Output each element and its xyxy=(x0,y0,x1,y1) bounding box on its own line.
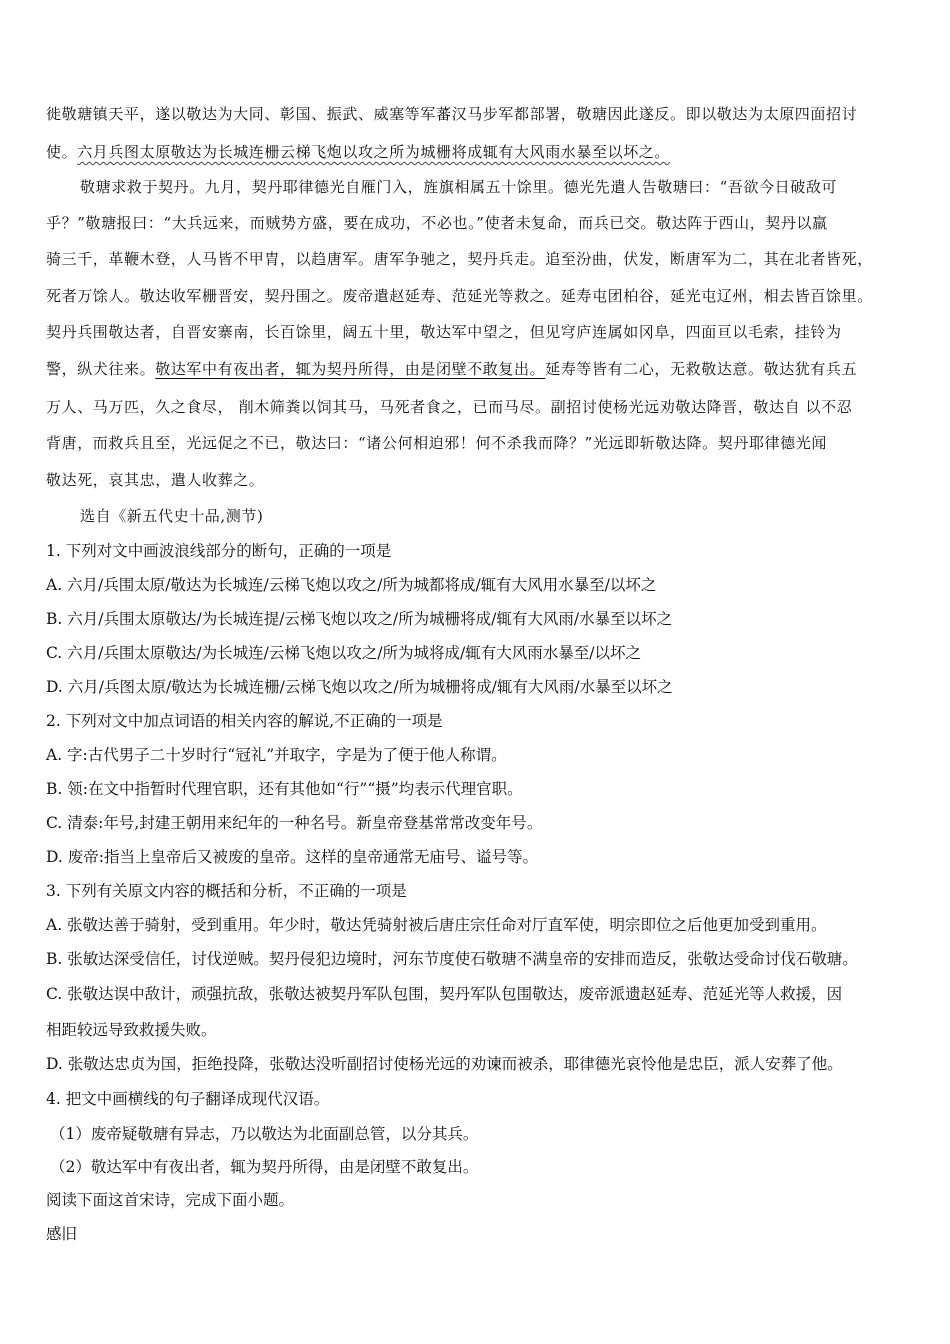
option-3c-continued: 相距较远导致救援失败。 xyxy=(46,1021,217,1039)
option-3a: A. 张敬达善于骑射，受到重用。年少时，敬达凭骑射被后唐庄宗任命对厅直军使，明宗即位之后他更加受到重用。 xyxy=(46,916,827,934)
option-2d: D. 废帝:指当上皇帝后又被废的皇帝。这样的皇帝通常无庙号、谥号等。 xyxy=(46,848,538,866)
passage-text: 警，纵犬往来。 xyxy=(46,360,156,378)
poem-title: 感旧 xyxy=(46,1225,78,1243)
passage-text: 延寿等皆有二心，无救敬达意。敬达犹有兵五 xyxy=(545,360,858,378)
option-2b: B. 领:在文中指暂时代理官职，还有其他如“行”“摄”均表示代理官职。 xyxy=(46,780,523,798)
translation-item-2: （2）敬达军中有夜出者，辄为契丹所得，由是闭壁不敢复出。 xyxy=(50,1158,479,1176)
question-3: 3. 下列有关原文内容的概括和分析，不正确的一项是 xyxy=(46,882,407,900)
option-1b: B. 六月/兵围太原敬达/为长城连提/云梯飞炮以攻之/所为城栅将成/辄有大风雨/水暴至以坏之 xyxy=(46,610,673,628)
reading-instruction: 阅读下面这首宋诗，完成下面小题。 xyxy=(46,1191,295,1209)
option-3d: D. 张敬达忠贞为国，拒绝投降，张敬达没听副招讨使杨光远的劝谏而被杀，耶律德光哀怜他是忠臣，派人安葬了他。 xyxy=(46,1055,843,1073)
question-2: 2. 下列对文中加点词语的相关内容的解说,不正确的一项是 xyxy=(46,712,443,730)
option-3c: C. 张敬达误中敌计，顽强抗敌，张敬达被契丹军队包围，契丹军队包围敬达，废帝派遗赵延寿、范延光等人救援，因 xyxy=(46,985,843,1003)
translation-item-1: （1）废帝疑敬瑭有异志，乃以敬达为北面副总管，以分其兵。 xyxy=(50,1125,479,1143)
passage-line: 万人、马万匹，久之食尽， 削木筛粪以饲其马，马死者食之，已而马尽。副招讨使杨光远劝敬达降晋，敬达自 以不忍 xyxy=(46,398,853,416)
passage-text: 使。 xyxy=(46,143,78,161)
passage-line: 契丹兵围敬达者，自晋安寨南，长百馀里，阔五十里，敬达军中望之，但见穹庐连属如冈阜，四面亘以毛索，挂铃为 xyxy=(46,323,842,341)
passage-line: 死者万馀人。敬达收军栅晋安，契丹围之。废帝遣赵延寿、范延光等救之。延寿屯团柏谷，延光屯辽州，相去皆百馀里。 xyxy=(46,287,873,305)
option-1c: C. 六月/兵围太原敬达/为长城连/云梯飞炮以攻之/所为城将成/辄有大风雨水暴至/以坏之 xyxy=(46,644,641,662)
wavy-underlined-sentence: 六月兵图太原敬达为长城连栅云梯飞炮以攻之所为城栅将成辄有大风雨水暴至以坏之。 xyxy=(77,143,671,161)
passage-line: 敬达死，哀其忠，遣人收葬之。 xyxy=(46,471,265,489)
source-citation: 选自《新五代史十品,测节) xyxy=(80,507,264,525)
passage-line: 敬瑭求救于契丹。九月，契丹耶律德光自雁门入，旌旗相属五十馀里。德光先遣人告敬瑭曰：“吾欲今日破敌可 xyxy=(80,178,838,196)
underlined-sentence: 敬达军中有夜出者，辄为契丹所得，由是闭壁不敢复出。 xyxy=(155,360,546,378)
question-4: 4. 把文中画横线的句子翻译成现代汉语。 xyxy=(46,1090,330,1108)
option-1a: A. 六月/兵围太原/敬达为长城连/云梯飞炮以攻之/所为城都将成/辄有大风用水暴至/以坏之 xyxy=(46,576,657,594)
passage-line xyxy=(46,358,857,379)
question-1: 1. 下列对文中画波浪线部分的断句，正确的一项是 xyxy=(46,542,392,560)
passage-line xyxy=(46,141,670,162)
passage-line: 乎？”敬瑭报曰：“大兵远来，而贼势方盛，要在成功，不必也。”使者未复命，而兵已交。敬达阵于西山，契丹以羸 xyxy=(46,214,828,232)
passage-line: 骑三千，革鞭木登，人马皆不甲胄，以趋唐军。唐军争驰之，契丹兵走。追至汾曲，伏发，断唐军为二，其在北者皆死， xyxy=(46,250,873,268)
passage-line: 背唐，而救兵且至，光远促之不已，敬达曰：“诸公何相迫邪！何不杀我而降？”光远即斩敬达降。契丹耶律德光闻 xyxy=(46,434,827,452)
passage-line: 徙敬瑭镇天平，遂以敬达为大同、彰国、振武、威塞等军蕃汉马步军都部署，敬瑭因此遂反。即以敬达为太原四面招讨 xyxy=(46,105,858,123)
option-1d: D. 六月/兵图太原/敬达为长城连栅/云梯飞炮以攻之/所为城栅将成/辄有大风雨/水暴至以坏之 xyxy=(46,678,673,696)
option-2c: C. 清泰:年号,封建王朝用来纪年的一种名号。新皇帝登基常常改变年号。 xyxy=(46,814,543,832)
option-2a: A. 字:古代男子二十岁时行“冠礼”并取字，字是为了便于他人称谓。 xyxy=(46,746,507,764)
option-3b: B. 张敏达深受信任，讨伐逆贼。契丹侵犯边境时，河东节度使石敬瑭不满皇帝的安排而造反，张敬达受命讨伐石敬瑭。 xyxy=(46,950,858,968)
